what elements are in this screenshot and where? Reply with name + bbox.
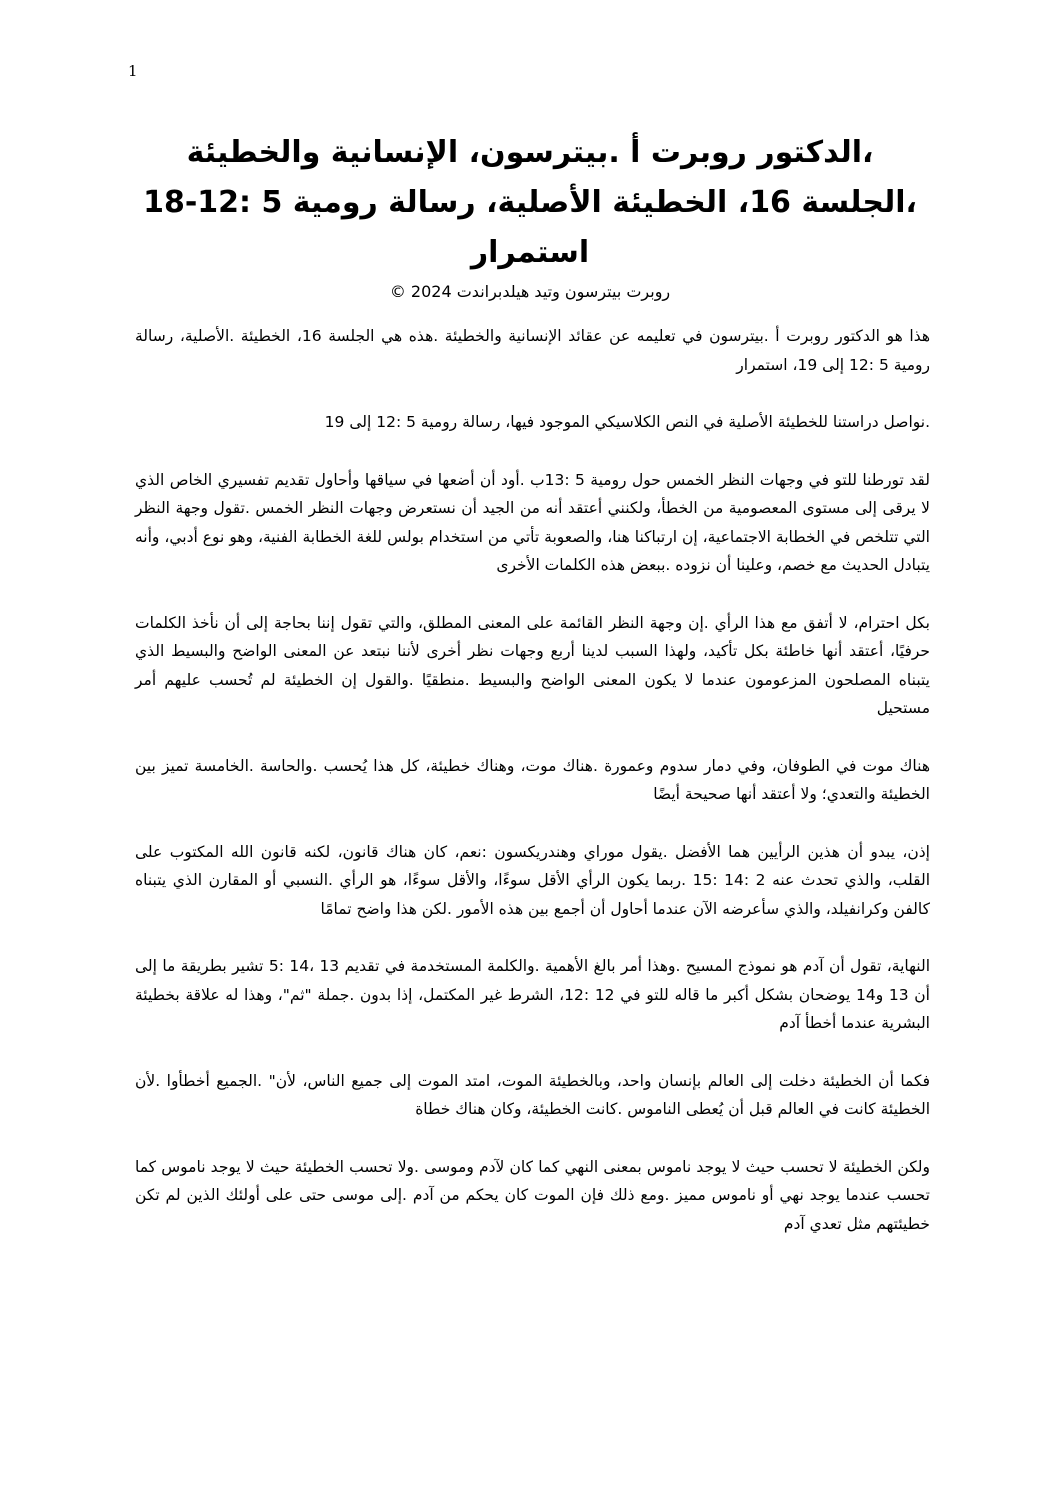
paragraph-continue-study: .نواصل دراستنا للخطيئة الأصلية في النص الكلاسيكي الموجود فيها، رسالة رومية 5 :12 إلى 19 [324,413,930,431]
paragraph-best-views: إذن، يبدو أن هذين الرأيين هما الأفضل .يقول موراي وهندريكسون :نعم، كان هناك قانون، لكنه قانون الله المكتوب على القلب، والذي تحدث عنه 2 :14 :15 .ربما يكون الرأي الأقل سوءًا، والأقل سوءًا، هو الرأي .النسبي أو المقارن الذي يتبناه كالفن وكرانفيلد، والذي سأعرضه الآن عندما أحاول أن أجمع بين هذه الأمور .لكن هذا واضح تمامًا [135,842,931,918]
title-line-2: ،الجلسة 16، الخطيئة الأصلية، رسالة رومية 5 :12-18 [143,185,917,220]
title-line-3: استمرار [470,235,590,270]
page-number: 1 [128,62,138,80]
document-header [135,128,925,304]
paragraph-five-views: لقد تورطنا للتو في وجهات النظر الخمس حول رومية 5 :13ب .أود أن أضعها في سياقها وأحاول تقديم تفسيري الخاص الذي لا يرقى إلى مستوى المعصومية من الخطأ، ولكنني أعتقد أنه من الجيد أن نستعرض وجهات النظر الخمس .تقول وجهة النظر التي تتلخص في الخطابة الاجتماعية، إن ارتباكنا هنا، والصعوبة تأتي من استخدام بولس للغة الخطابة الفنية، وهو نوع أدبي، وأنه يتبادل الحديث مع خصم، وعلينا أن نزوده .ببعض هذه الكلمات الأخرى [135,470,930,574]
paragraph-intro: هذا هو الدكتور روبرت أ .بيترسون في تعليمه عن عقائد الإنسانية والخطيئة .هذه هي الجلسة 16، الخطيئة .الأصلية، رسالة رومية 5 :12 إلى 19، استمرار [135,327,931,374]
paragraph-quote-sin-entered: فكما أن الخطيئة دخلت إلى العالم بإنسان واحد، وبالخطيئة الموت، امتد الموت إلى جميع الناس، لأن" .الجميع أخطأوا .لأن الخطيئة كانت في العالم قبل أن يُعطى الناموس .كانت الخطيئة، وكان هناك خطاة [135,1071,930,1118]
paragraph-disagree: بكل احترام، لا أتفق مع هذا الرأي .إن وجهة النظر القائمة على المعنى المطلق، والتي تقول إننا بحاجة إلى أن نأخذ الكلمات حرفيًا، أعتقد أنها خاطئة بكل تأكيد، ولهذا السبب لدينا أربع وجهات نظر أخرى لأننا نبتعد عن المعنى الواضح والبسيط الذي يتبناه المصلحون المزعومون عندما لا يكون المعنى الواضح والبسيط .منطقيًا .والقول إن الخطيئة لم تُحسب عليهم أمر مستحيل [135,613,930,717]
document-body [135,322,930,1267]
title-line-1: ،الدكتور روبرت أ .بيترسون، الإنسانية والخطيئة [186,135,874,170]
paragraph-adam-type: النهاية، تقول أن آدم هو نموذج المسيح .وهذا أمر بالغ الأهمية .والكلمة المستخدمة في تقديم 13 ،14 :5 تشير بطريقة ما إلى أن 13 و14 يوضحان بشكل أكبر ما قاله للتو في 12 :12، الشرط غير المكتمل، إذا بدون .جملة "ثم"، وهذا له علاقة بخطيئة البشرية عندما أخطأ آدم [135,957,930,1032]
paragraph-flood: هناك موت في الطوفان، وفي دمار سدوم وعمورة .هناك موت، وهناك خطيئة، كل هذا يُحسب .والحاسة .الخامسة تميز بين الخطيئة والتعدي؛ ولا أعتقد أنها صحيحة أيضًا [135,756,930,803]
copyright-line: روبرت بيترسون وتيد هيلدبراندت 2024 © [389,282,671,301]
paragraph-quote-not-counted: ولكن الخطيئة لا تحسب حيث لا يوجد ناموس بمعنى النهي كما كان لآدم وموسى .ولا تحسب الخطيئة حيث لا يوجد ناموس كما تحسب عندما يوجد نهي أو ناموس مميز .ومع ذلك فإن الموت كان يحكم من آدم .إلى موسى حتى على أولئك الذين لم تكن خطيئتهم مثل تعدي آدم [135,1157,930,1233]
